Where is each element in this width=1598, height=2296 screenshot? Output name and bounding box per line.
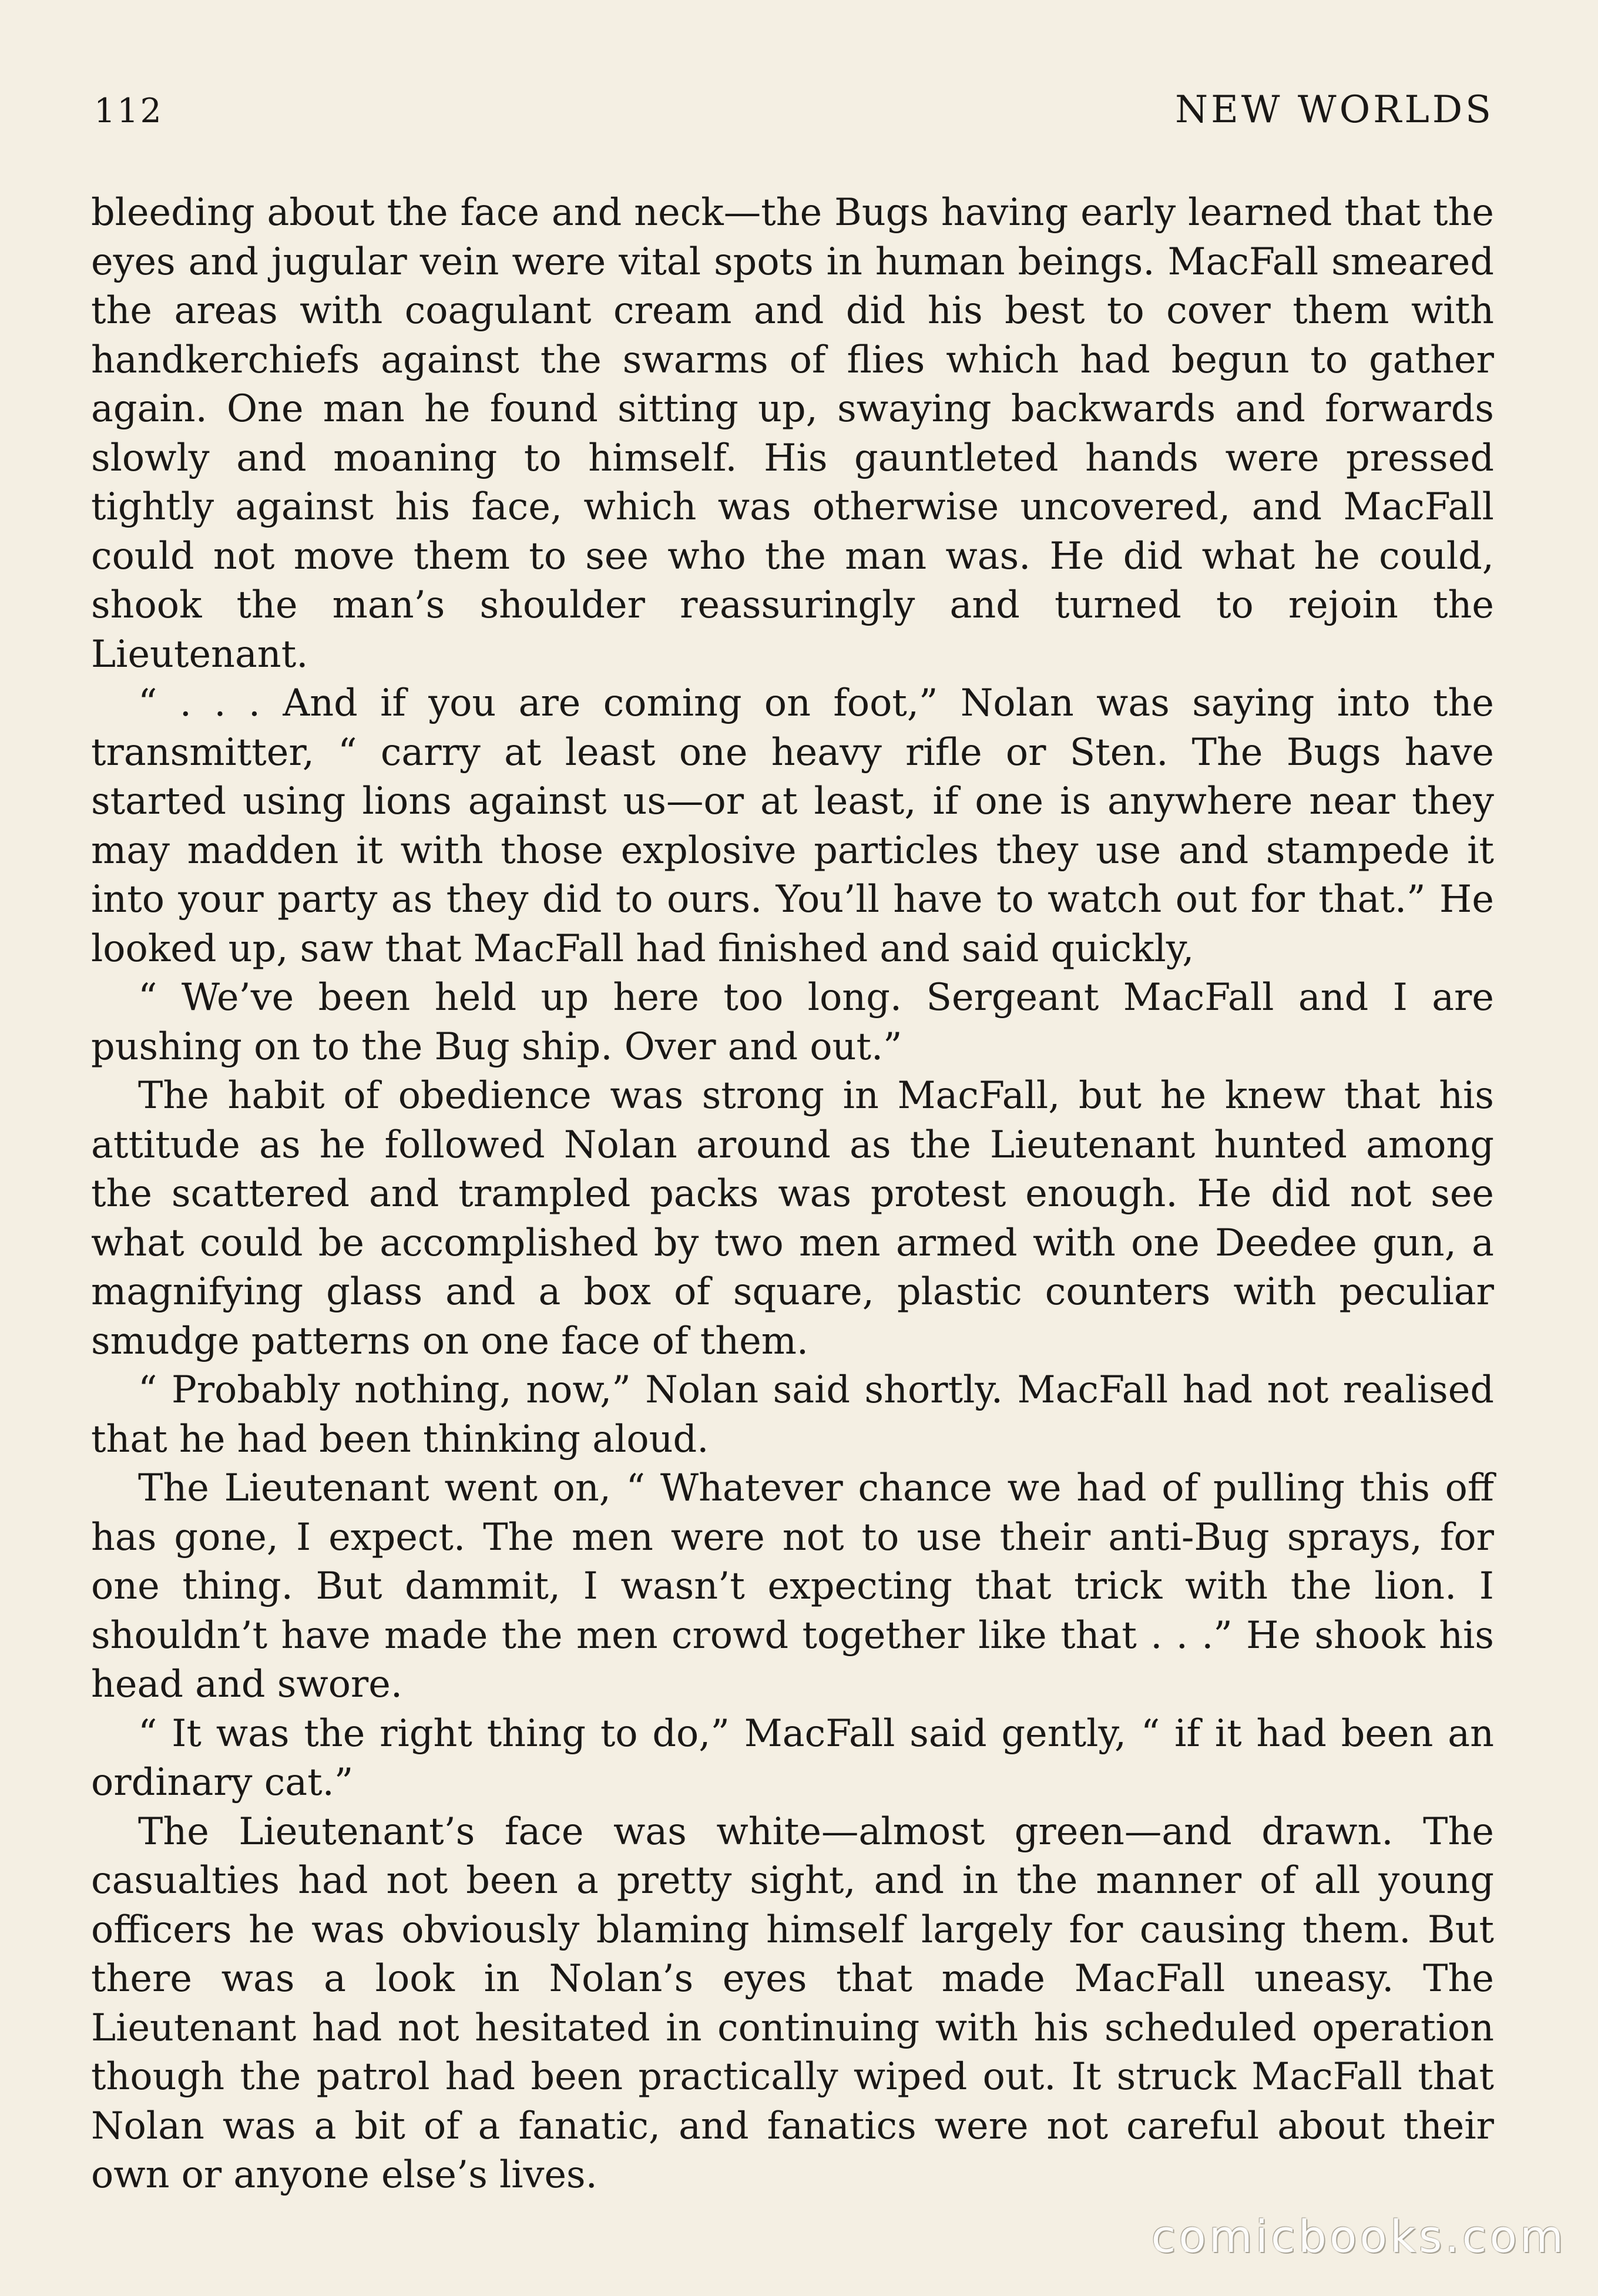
paragraph: “ It was the right thing to do,” MacFall said gently, “ if it had been an ordinary cat.” [91, 1711, 1494, 1804]
running-head [94, 88, 1494, 141]
running-title: NEW WORLDS [1175, 88, 1494, 132]
paragraph: The habit of obedience was strong in MacFall, but he knew that his attitude as he followed Nolan around as the Lieutenant hunted among the scattered and trampled packs was protest enough. He did not see what could be accomplished by two men armed with one Deedee gun, a magnifying glass and a box of square, plastic counters with peculiar smudge patterns on one face of them. [91, 1073, 1494, 1362]
paragraph: The Lieutenant’s face was white—almost green—and drawn. The casualties had not been a pretty sight, and in the manner of all young officers he was obviously blaming himself largely for causing them. But there was a look in Nolan’s eyes that made MacFall uneasy. The Lieutenant had not hesitated in continuing with his scheduled operation though the patrol had been practically wiped out. It struck MacFall that Nolan was a bit of a fanatic, and fanatics were not careful about their own or anyone else’s lives. [91, 1809, 1494, 2196]
paragraph: The Lieutenant went on, “ Whatever chance we had of pulling this off has gone, I expect. The men were not to use their anti-Bug sprays, for one thing. But dammit, I wasn’t expecting that trick with the lion. I shouldn’t have made the men crowd together like that . . .” He shook his head and swore. [91, 1466, 1494, 1706]
body-text [91, 188, 1494, 2200]
paragraph: “ Probably nothing, now,” Nolan said shortly. MacFall had not realised that he had been thinking aloud. [91, 1368, 1494, 1461]
paragraph: “ . . . And if you are coming on foot,” Nolan was saying into the transmitter, “ carry at least one heavy rifle or Sten. The Bugs have started using lions against us—or at least, if one is anywhere near they may madden it with those explosive particles they use and stampede it into your party as they did to ours. You’ll have to watch out for that.” He looked up, saw that MacFall had finished and said quickly, [91, 681, 1494, 970]
paragraph: bleeding about the face and neck—the Bugs having early learned that the eyes and jugular vein were vital spots in human beings. MacFall smeared the areas with coagulant cream and did his best to cover them with handkerchiefs against the swarms of flies which had begun to gather again. One man he found sitting up, swaying backwards and forwards slowly and moaning to himself. His gauntleted hands were pressed tightly against his face, which was otherwise uncovered, and MacFall could not move them to see who the man was. He did what he could, shook the man’s shoulder reassuringly and turned to rejoin the Lieutenant. [91, 190, 1494, 676]
watermark: comicbooks.com [1151, 2210, 1566, 2263]
page-number: 112 [94, 92, 163, 130]
paragraph: “ We’ve been held up here too long. Sergeant MacFall and I are pushing on to the Bug ship. Over and out.” [91, 975, 1494, 1068]
